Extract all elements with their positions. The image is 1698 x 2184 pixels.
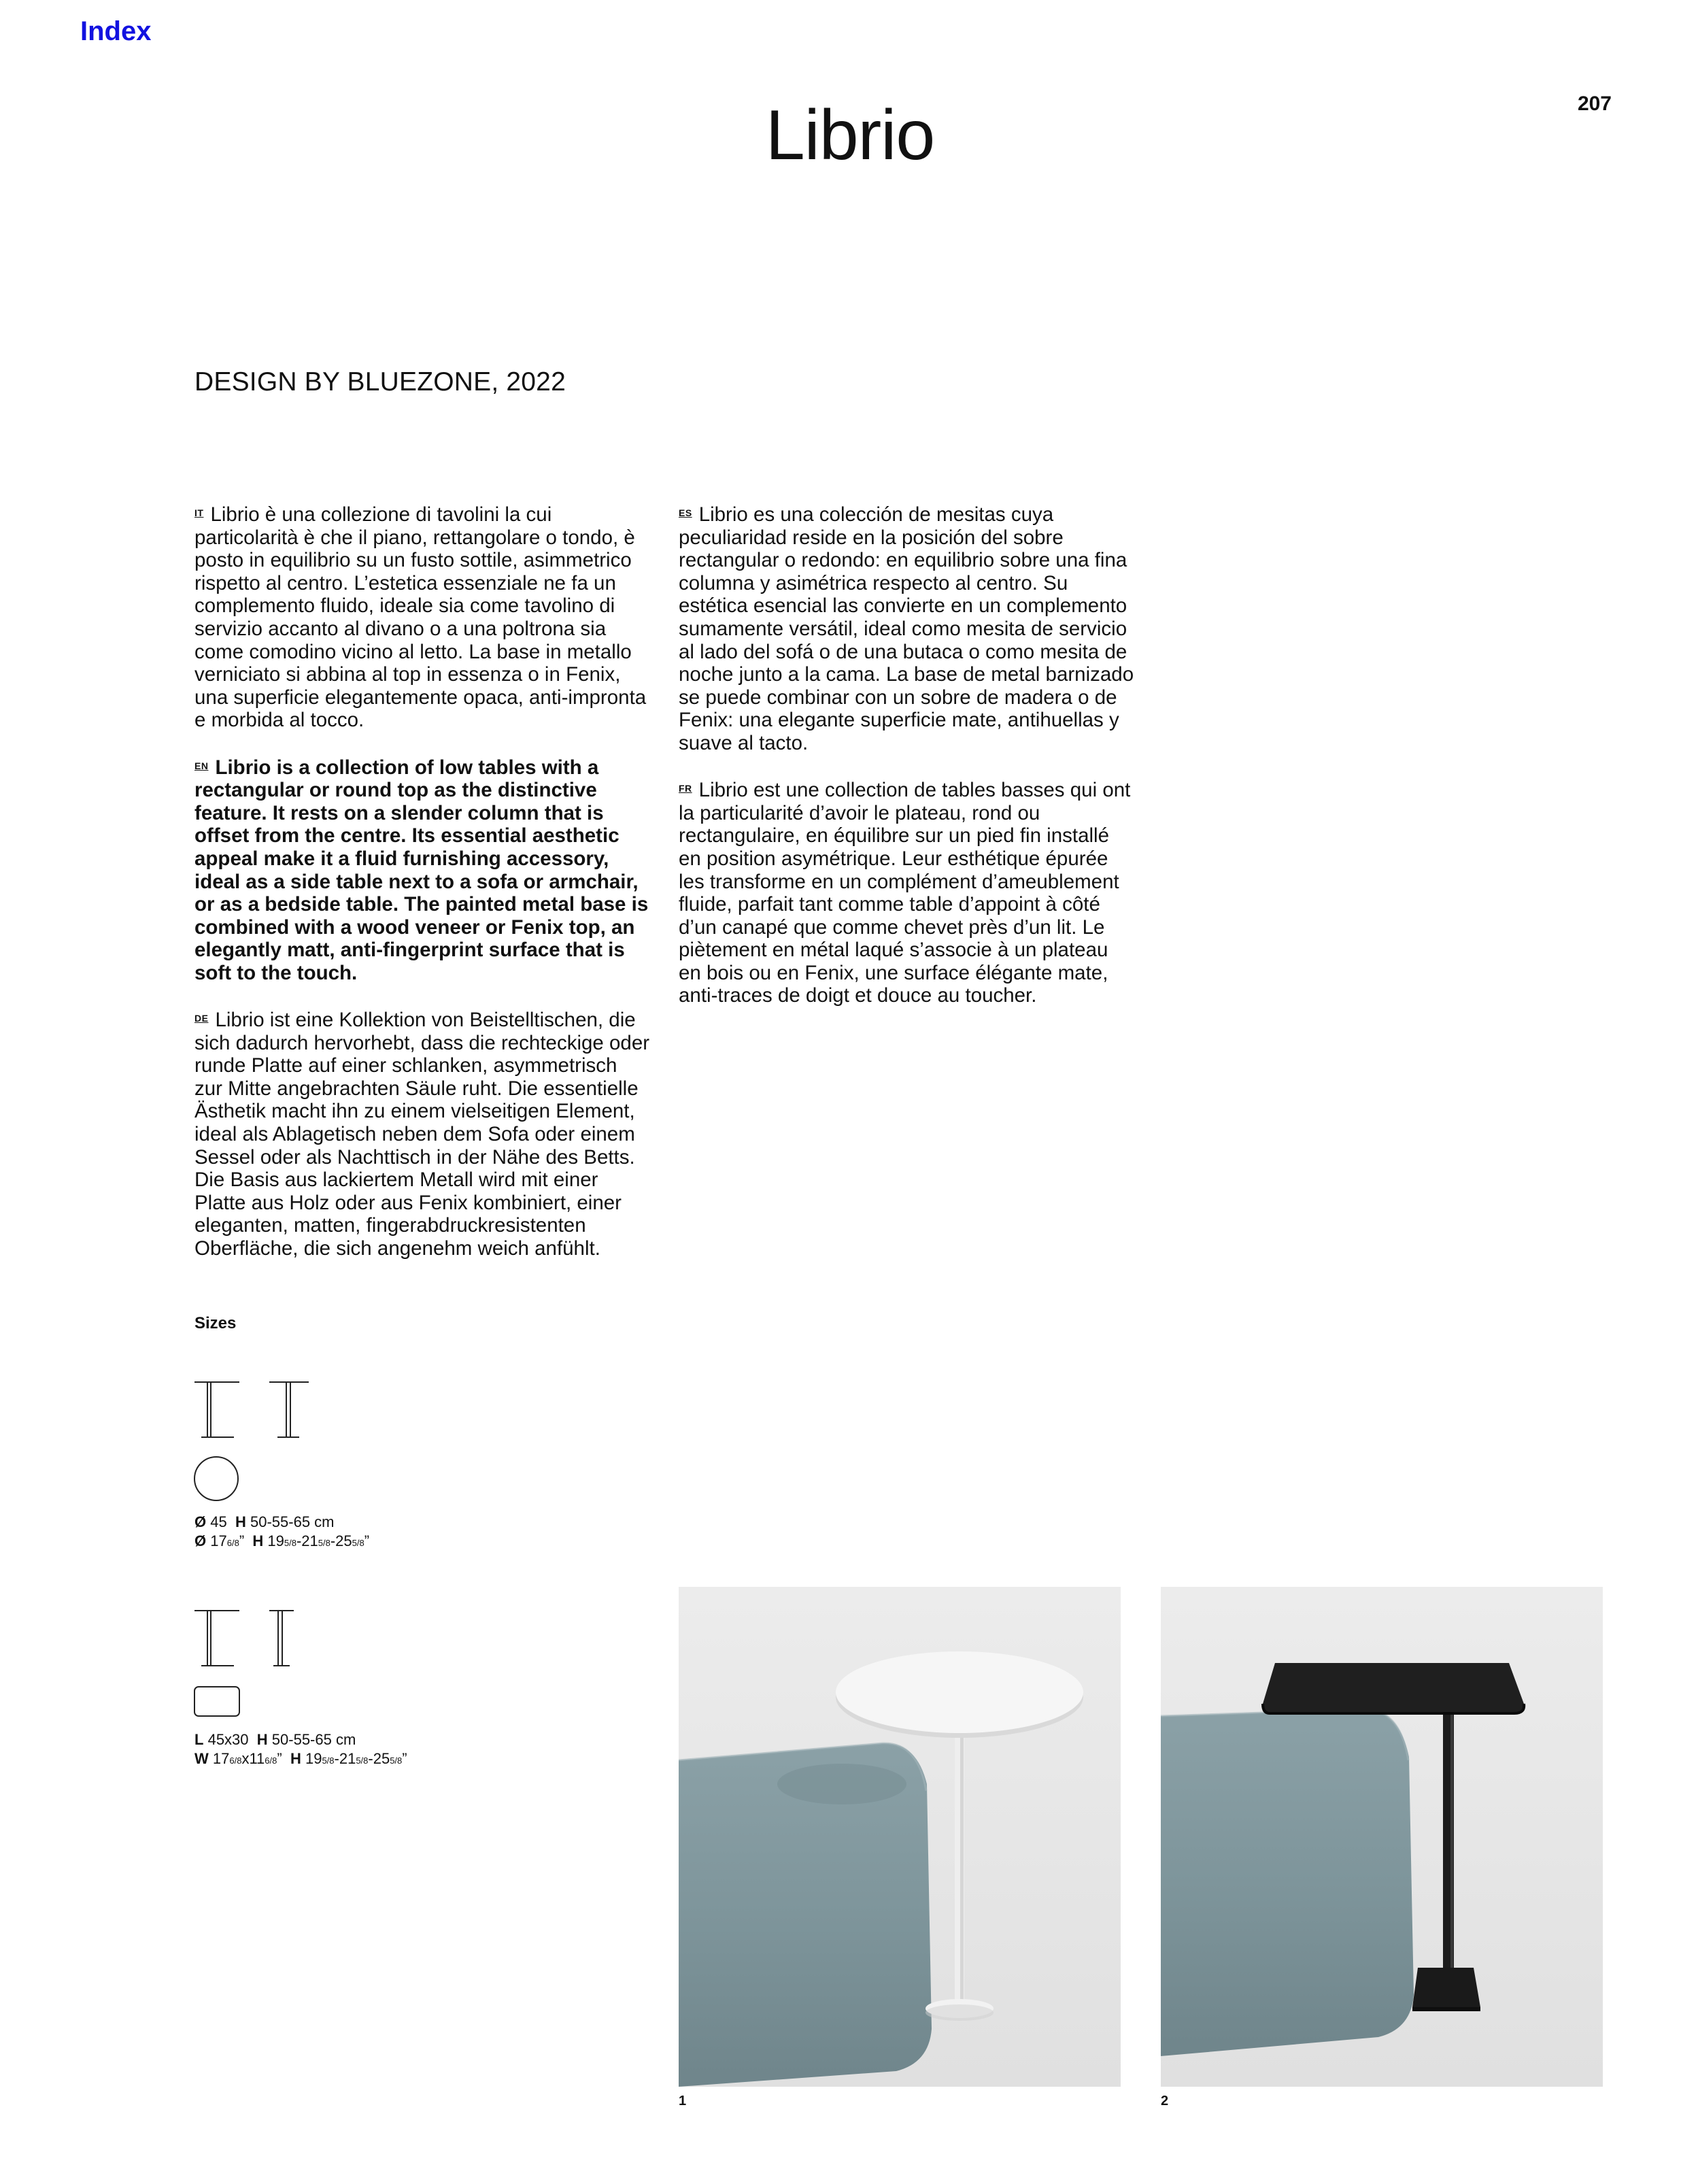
text-column-left <box>194 502 650 1283</box>
text-column-right <box>679 502 1134 1030</box>
rect-size-imperial: W 176/8x116/8” H 195/8-215/8-255/8” <box>194 1750 407 1767</box>
round-table-top-icon <box>193 1456 242 1505</box>
design-credit: DESIGN BY BLUEZONE, 2022 <box>194 367 566 397</box>
body-en: Librio is a collection of low tables with a rectangular or round top as the distinctive feature. It rests on a slender column that is offset from the centre. Its essential aesthetic appeal make it a fluid furnishing accessory, ideal as a side table next to a sofa or armchair, or as a bedside table. The painted metal base is combined with a wood veneer or Fenix top, an elegantly matt, anti-fingerprint surface that is soft to the touch. <box>194 756 649 984</box>
product-photo-rect-black <box>1161 1587 1603 2087</box>
paragraph-it <box>194 502 650 732</box>
body-de: Librio ist eine Kollektion von Beistelltischen, die sich dadurch hervorhebt, dass die rechteckige oder runde Platte auf einer schlanken, asymmetrisch zur Mitte angebrachten Säule ruht. Die essentielle Ästhetik macht ihn zu einem vielseitigen Element, ideal als Ablagetisch neben dem Sofa oder einem Sessel oder als Nachttisch in der Nähe des Betts. Die Basis aus lackiertem Metall wird mit einer Platte aus Holz oder aus Fenix kombiniert, einer eleganten, matten, fingerabdruckresistenten Oberfläche, die sich angenehm weich anfühlt. <box>194 1009 650 1260</box>
photo-caption-2: 2 <box>1161 2094 1169 2109</box>
paragraph-fr <box>679 777 1134 1007</box>
rect-table-top-icon <box>193 1685 242 1718</box>
lang-tag-fr: FR <box>679 783 692 794</box>
page-title: Librio <box>765 96 935 175</box>
lang-tag-it: IT <box>194 507 204 518</box>
photo-caption-1: 1 <box>679 2094 687 2109</box>
lang-tag-de: DE <box>194 1013 209 1024</box>
index-link[interactable]: Index <box>80 16 152 46</box>
round-size-imperial: Ø 176/8” H 195/8-215/8-255/8” <box>194 1532 370 1549</box>
body-fr: Librio est une collection de tables basses qui ont la particularité d’avoir le plateau, rond ou rectangulaire, en équilibre sur un pied fin installé en position asymétrique. Leur esthétique épurée les transforme en un complément d’ameublement fluide, parfait tant comme table d’appoint à côté d’un canapé que comme chevet près d’un lit. Le piètement en métal laqué s’associe à un plateau en bois ou en Fenix, une surface élégante mate, anti-traces de doigt et douce au toucher. <box>679 779 1131 1007</box>
paragraph-es <box>679 502 1134 755</box>
lang-tag-es: ES <box>679 507 692 518</box>
rect-table-elevation-icon <box>193 1609 309 1668</box>
rect-size-metric: L 45x30 H 50-55-65 cm <box>194 1731 356 1748</box>
round-table-elevation-icon <box>193 1381 316 1439</box>
page-number: 207 <box>1577 93 1612 115</box>
lang-tag-en: EN <box>194 760 209 771</box>
round-size-metric: Ø 45 H 50-55-65 cm <box>194 1513 335 1530</box>
paragraph-en <box>194 755 650 985</box>
product-photo-round-white <box>679 1587 1121 2087</box>
paragraph-de <box>194 1007 650 1260</box>
body-it: Librio è una collezione di tavolini la cui particolarità è che il piano, rettangolare o tondo, è posto in equilibrio su un fusto sottile, asimmetrico rispetto al centro. L’estetica essenziale ne fa un complemento fluido, ideale sia come tavolino di servizio accanto al divano o a una poltrona sia come comodino vicino al letto. La base in metallo verniciato si abbina al top in essenza o in Fenix, una superficie elegantemente opaca, anti-impronta e morbida al tocco. <box>194 503 647 732</box>
sizes-heading: Sizes <box>194 1314 237 1332</box>
body-es: Librio es una colección de mesitas cuya peculiaridad reside en la posición del sobre rectangular o redondo: en equilibrio sobre una fina columna y asimétrica respecto al centro. Su estética esencial las convierte en un complemento sumamente versátil, ideal como mesita de servicio al lado del sofá o de una butaca o como mesita de noche junto a la cama. La base de metal barnizado se puede combinar con un sobre de madera o de Fenix: una elegante superficie mate, antihuellas y suave al tacto. <box>679 503 1134 754</box>
